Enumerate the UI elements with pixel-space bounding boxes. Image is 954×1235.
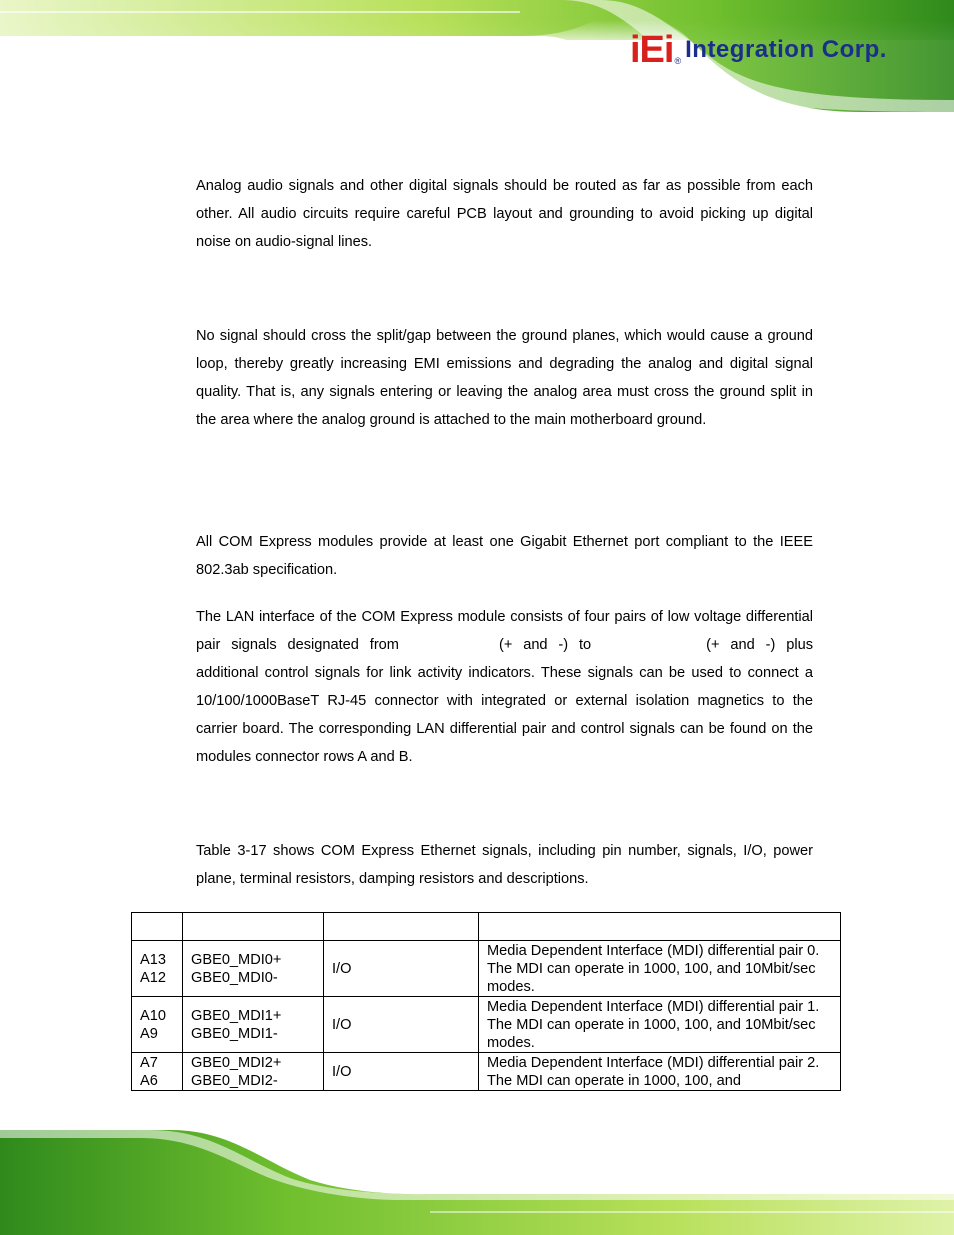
signal-cell: [183, 997, 324, 1053]
logo-text: Integration Corp.: [685, 36, 887, 63]
logo-registered-mark: ®: [674, 56, 682, 66]
pin-number: A7: [140, 1055, 158, 1071]
pin-number: A12: [140, 969, 166, 986]
table-row: [132, 1053, 841, 1091]
signal-name: GBE0_MDI2-: [191, 1073, 278, 1089]
pin-number: A13: [140, 951, 166, 968]
pin-cell: [132, 941, 183, 997]
footer-banner: [0, 1130, 954, 1235]
signal-name: GBE0_MDI1+: [191, 1007, 282, 1024]
company-logo: [630, 28, 887, 72]
table-header-pin: [132, 913, 183, 941]
table-header-io: [324, 913, 479, 941]
signal-name: GBE0_MDI0-: [191, 969, 278, 986]
paragraph-gigabit-ethernet: All COM Express modules provide at least one Gigabit Ethernet port compliant to the IEEE 802.3ab specification.: [196, 534, 813, 578]
lan-text-part-1: The LAN interface of the COM Express module consists of four pairs of low voltage differential pair signals designated from: [196, 609, 813, 653]
signal-name: GBE0_MDI0+: [191, 951, 282, 968]
ethernet-signal-table: [131, 912, 841, 1091]
pin-number: A10: [140, 1007, 166, 1024]
header-banner: [0, 0, 954, 112]
signal-cell: [183, 941, 324, 997]
signal-name: GBE0_MDI1-: [191, 1025, 278, 1042]
table-header-row: [132, 913, 841, 941]
description-cell: Media Dependent Interface (MDI) differential pair 1. The MDI can operate in 1000, 100, and 10Mbit/sec modes.: [479, 997, 841, 1053]
io-cell: I/O: [324, 941, 479, 997]
pin-number: A6: [140, 1073, 158, 1089]
paragraph-audio-routing: Analog audio signals and other digital signals should be routed as far as possible from each other. All audio circuits require careful PCB layout and grounding to avoid picking up digital noise on audio-signal lines.: [196, 178, 813, 250]
footer-swoosh-graphic: [0, 1130, 954, 1235]
lan-text-part-3: (+ and -) plus additional control signals for link activity indicators. These signals can be used to connect a 10/100/1000BaseT RJ-45 connector with integrated or external isolation magnetics to the carrier board. The corresponding LAN differential pair and control signals can be found on the modules connector rows A and B.: [196, 637, 813, 765]
table-header-description: [479, 913, 841, 941]
logo-mark: [630, 28, 673, 72]
lan-text-part-2: (+ and -) to: [498, 637, 592, 653]
pin-number: A9: [140, 1025, 158, 1042]
paragraph-table-intro: Table 3-17 shows COM Express Ethernet signals, including pin number, signals, I/O, power plane, terminal resistors, damping resistors and descriptions.: [196, 843, 813, 887]
logo-mark-text: iEi: [630, 29, 674, 71]
io-cell: I/O: [324, 1053, 479, 1091]
signal-name: GBE0_MDI2+: [191, 1055, 282, 1071]
signal-cell: [183, 1053, 324, 1091]
description-cell: Media Dependent Interface (MDI) differential pair 2. The MDI can operate in 1000, 100, and: [479, 1053, 841, 1091]
pin-cell: [132, 1053, 183, 1091]
paragraph-ground-split: No signal should cross the split/gap between the ground planes, which would cause a ground loop, thereby greatly increasing EMI emissions and degrading the analog and digital signal quality. That is, any signals entering or leaving the analog area must cross the ground split in the area where the analog ground is attached to the main motherboard ground.: [196, 328, 813, 428]
table-header-signal: [183, 913, 324, 941]
paragraph-lan-interface: [196, 603, 813, 771]
table-row: [132, 941, 841, 997]
description-cell: Media Dependent Interface (MDI) differential pair 0. The MDI can operate in 1000, 100, and 10Mbit/sec modes.: [479, 941, 841, 997]
io-cell: I/O: [324, 997, 479, 1053]
table-row: [132, 997, 841, 1053]
pin-cell: [132, 997, 183, 1053]
